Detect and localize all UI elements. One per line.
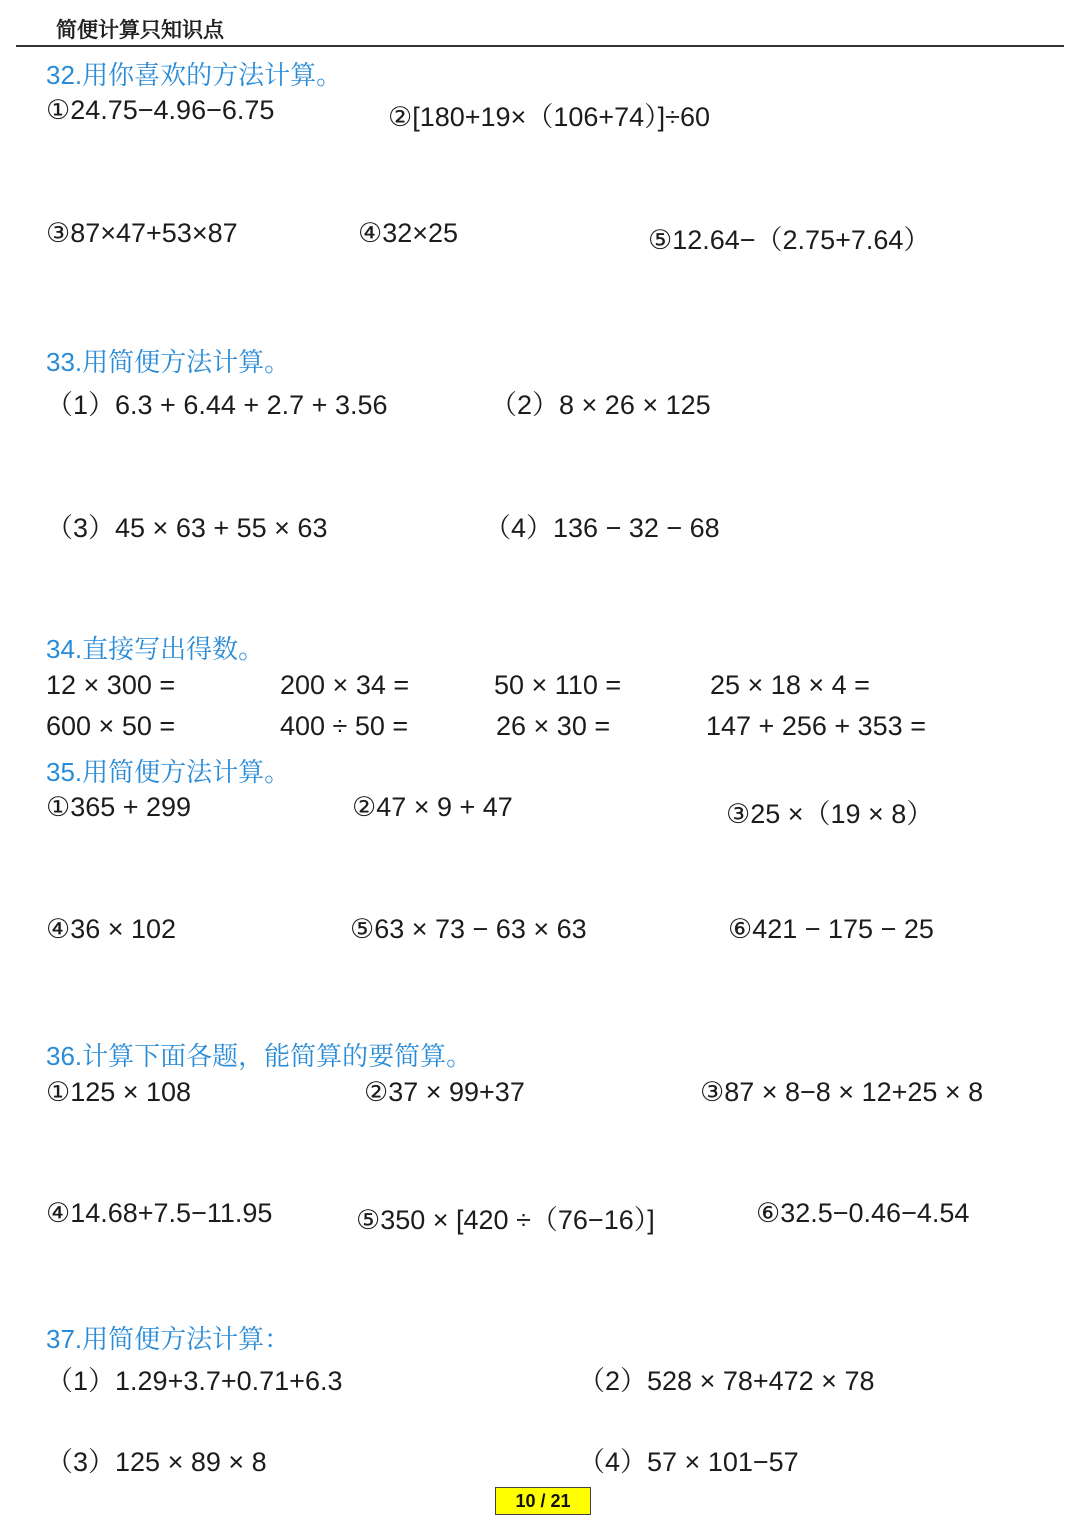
question-33-title: 33.用简便方法计算。 (46, 347, 291, 377)
q33-item-2: （2）8 × 26 × 125 (490, 390, 711, 420)
q34-item-2: 200 × 34 = (280, 670, 410, 700)
q32-item-5: ⑤12.64−（2.75+7.64） (648, 225, 931, 255)
q36-item-1: ①125 × 108 (46, 1077, 192, 1107)
q35-item-5: ⑤63 × 73 − 63 × 63 (350, 914, 587, 944)
q32-item-2: ②[180+19×（106+74）]÷60 (388, 102, 711, 132)
q32-item-1: ①24.75−4.96−6.75 (46, 95, 275, 125)
q36-item-5: ⑤350 × [420 ÷（76−16）] (356, 1205, 655, 1235)
q33-item-3: （3）45 × 63 + 55 × 63 (46, 513, 328, 543)
q34-item-1: 12 × 300 = (46, 670, 176, 700)
q35-item-3: ③25 ×（19 × 8） (726, 799, 934, 829)
q37-item-3: （3）125 × 89 × 8 (46, 1447, 267, 1477)
q32-item-4: ④32×25 (358, 218, 459, 248)
page-indicator: 10 / 21 (495, 1487, 591, 1515)
q34-item-8: 147 + 256 + 353 = (706, 711, 926, 741)
q36-item-3: ③87 × 8−8 × 12+25 × 8 (700, 1077, 984, 1107)
q33-item-4: （4）136 − 32 − 68 (484, 513, 720, 543)
document-header-title: 简便计算只知识点 (56, 17, 224, 42)
q36-item-2: ②37 × 99+37 (364, 1077, 525, 1107)
header-divider (16, 45, 1064, 47)
q35-item-1: ①365 + 299 (46, 792, 192, 822)
q33-item-1: （1）6.3 + 6.44 + 2.7 + 3.56 (46, 390, 388, 420)
q34-item-7: 26 × 30 = (496, 711, 611, 741)
q37-item-2: （2）528 × 78+472 × 78 (578, 1366, 875, 1396)
q34-item-5: 600 × 50 = (46, 711, 176, 741)
q35-item-6: ⑥421 − 175 − 25 (728, 914, 934, 944)
question-32-title: 32.用你喜欢的方法计算。 (46, 60, 343, 90)
q34-item-6: 400 ÷ 50 = (280, 711, 409, 741)
q37-item-1: （1）1.29+3.7+0.71+6.3 (46, 1366, 343, 1396)
q37-item-4: （4）57 × 101−57 (578, 1447, 799, 1477)
q36-item-4: ④14.68+7.5−11.95 (46, 1198, 273, 1228)
q35-item-2: ②47 × 9 + 47 (352, 792, 513, 822)
question-36-title: 36.计算下面各题，能简算的要简算。 (46, 1041, 473, 1071)
q35-item-4: ④36 × 102 (46, 914, 177, 944)
q36-item-6: ⑥32.5−0.46−4.54 (756, 1198, 970, 1228)
q34-item-4: 25 × 18 × 4 = (710, 670, 870, 700)
q32-item-3: ③87×47+53×87 (46, 218, 238, 248)
question-35-title: 35.用简便方法计算。 (46, 757, 291, 787)
question-37-title: 37.用简便方法计算： (46, 1324, 291, 1354)
question-34-title: 34.直接写出得数。 (46, 634, 265, 664)
q34-item-3: 50 × 110 = (494, 670, 622, 700)
